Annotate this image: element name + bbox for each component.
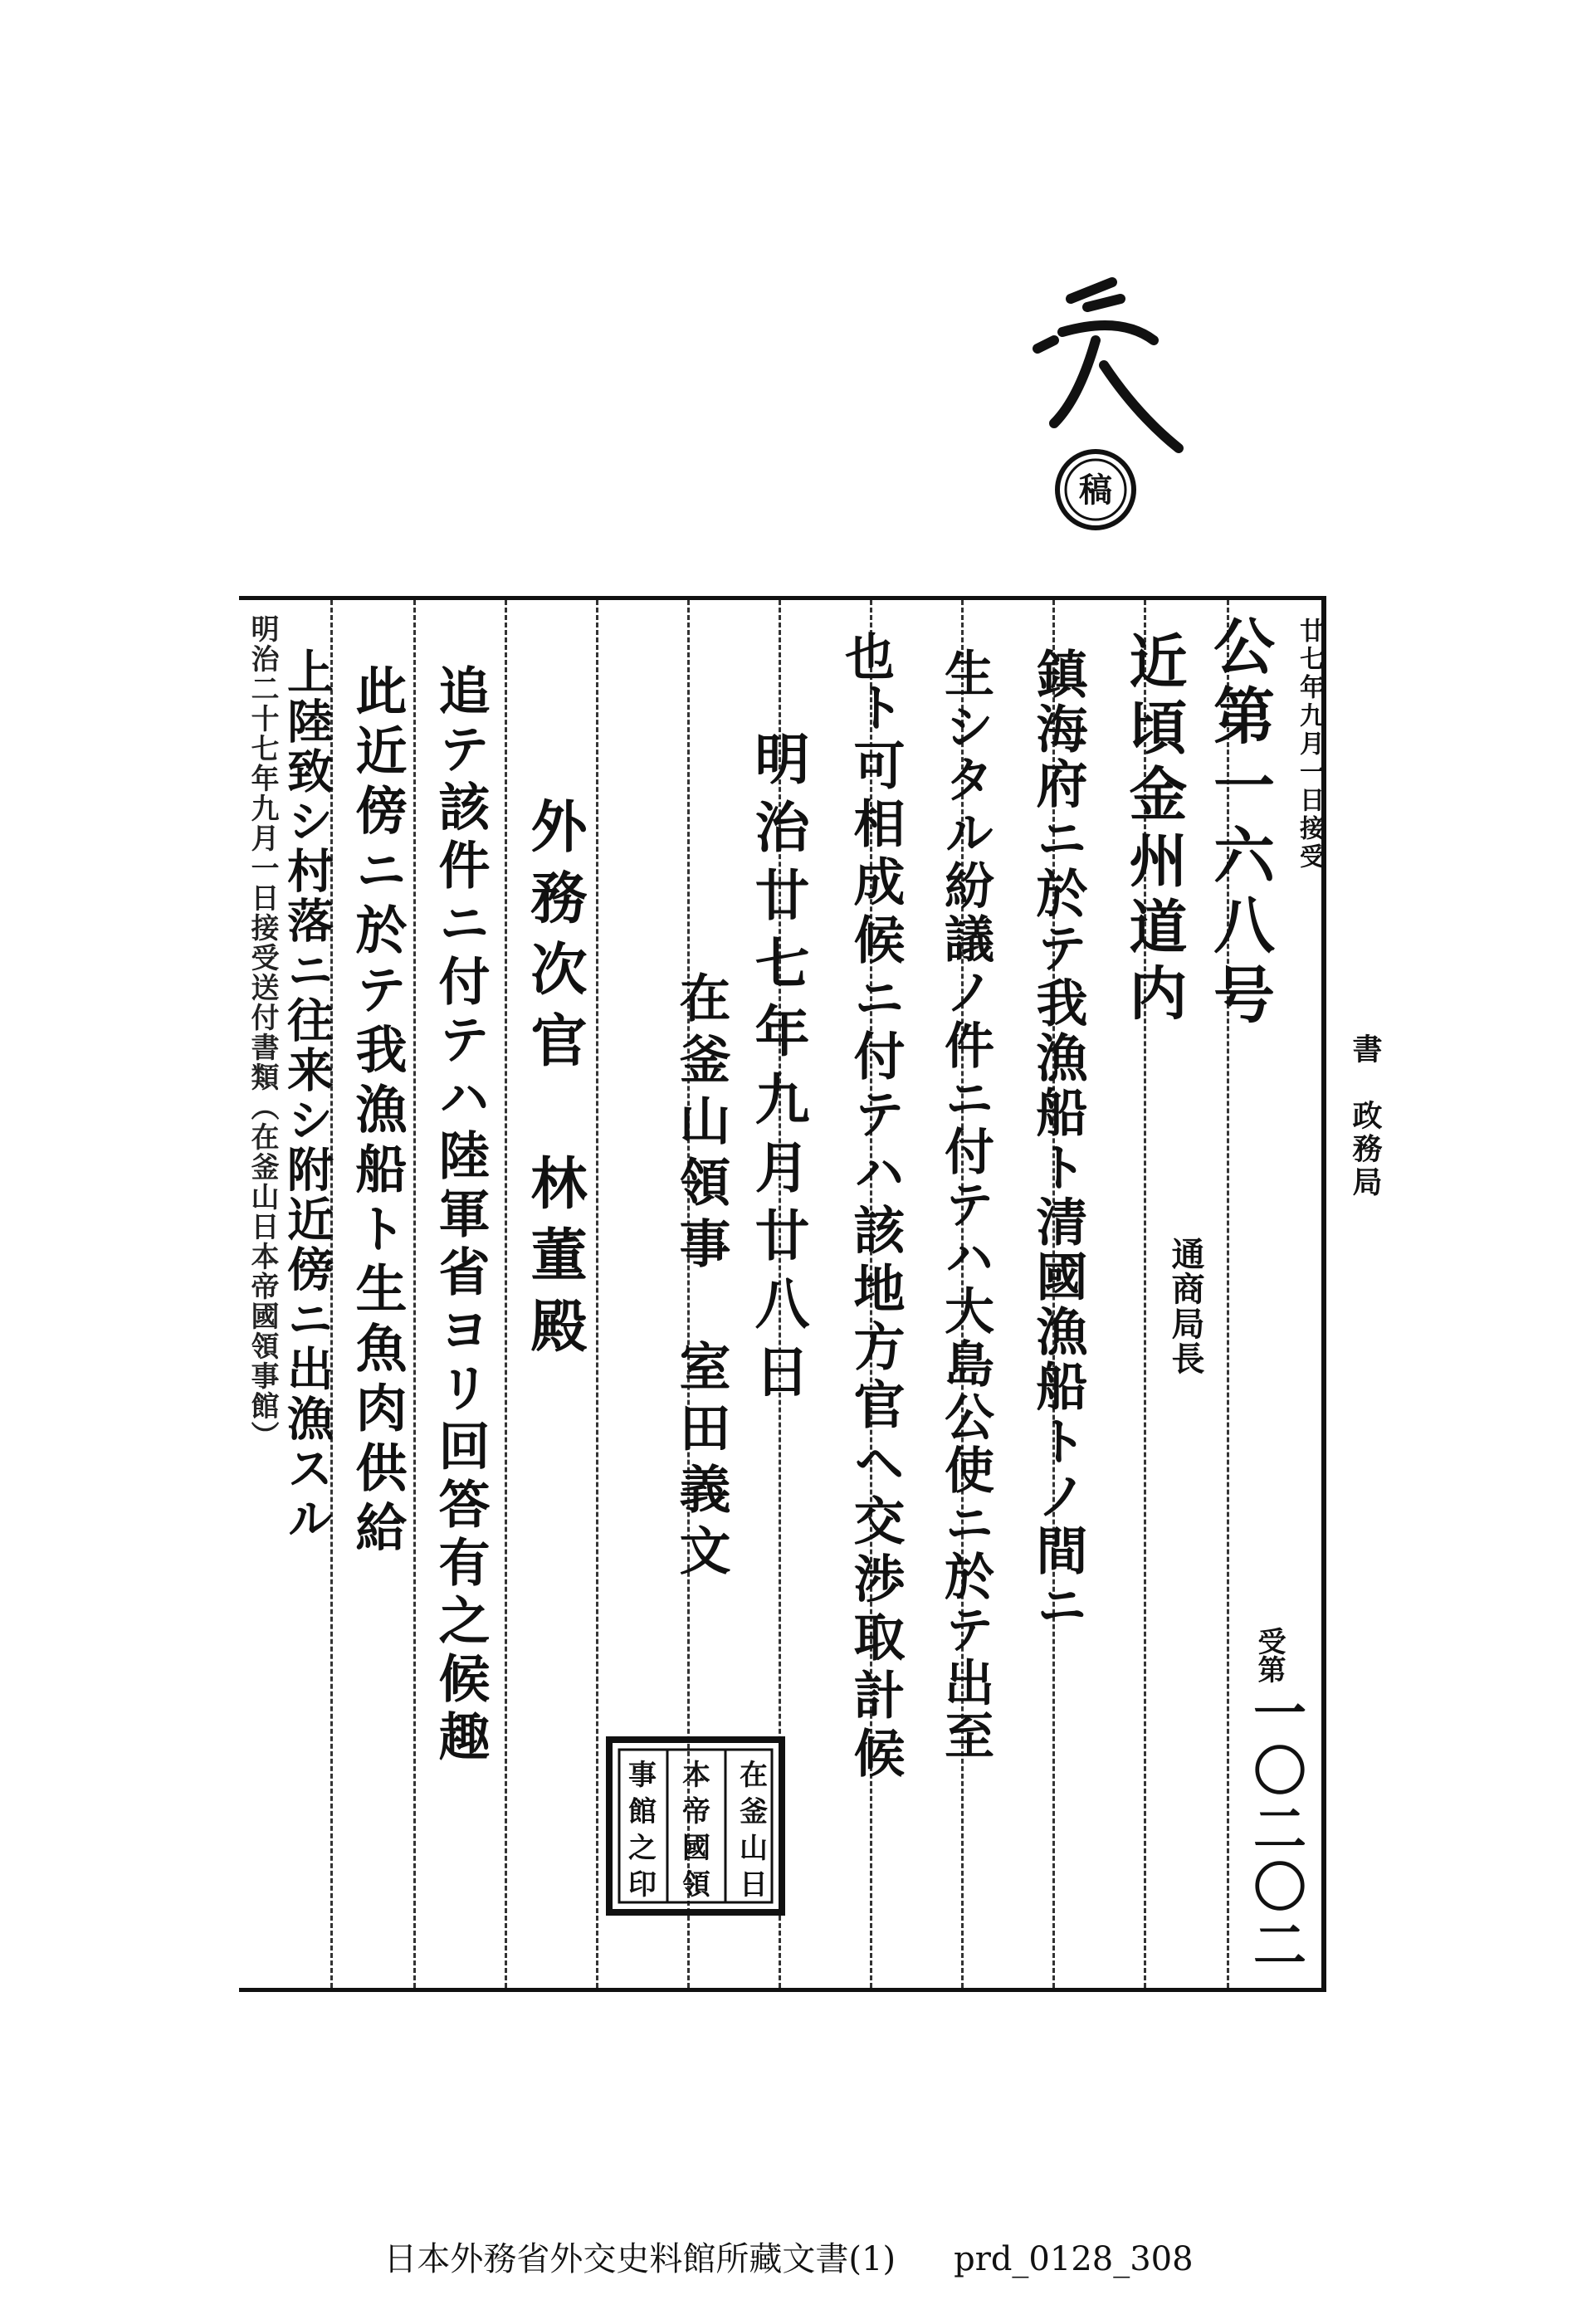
doc-number: 一〇二〇二 <box>1244 1685 1306 1975</box>
column-addressee: 外務次官 林董殿 <box>521 797 588 1368</box>
svg-text:本: 本 <box>682 1759 710 1792</box>
svg-text:印: 印 <box>628 1868 657 1902</box>
page-footer <box>0 2233 1577 2280</box>
svg-text:帝: 帝 <box>682 1795 710 1828</box>
column-date: 明治廿七年九月廿八日 <box>745 730 810 1411</box>
seal-glyph: 稿 <box>1079 471 1112 510</box>
svg-text:領: 領 <box>682 1868 710 1902</box>
svg-text:事: 事 <box>628 1759 657 1792</box>
routing-note: 通商局長 <box>1166 1237 1205 1376</box>
column-2: 近頃金州道内 <box>1120 631 1189 1029</box>
consulate-seal <box>604 1735 787 1917</box>
svg-text:館: 館 <box>628 1795 657 1828</box>
column-sender: 在釜山領事 室田義文 <box>671 971 731 1585</box>
svg-text:釜: 釜 <box>740 1795 768 1828</box>
column-6: 也 <box>837 631 895 689</box>
column-postscript-3: 上陸致シ村落ニ往来シ附近傍ニ出漁スル <box>280 647 334 1544</box>
receipt-date-note: 廿七年九月一日接受 <box>1295 618 1324 872</box>
bureau-note: 書 政務局 <box>1348 1033 1383 1199</box>
svg-text:國: 國 <box>682 1832 710 1865</box>
doc-label: 受第 <box>1252 1627 1286 1683</box>
document-id: prd_0128_308 <box>954 2240 1194 2278</box>
column-4: 生シタル紛議ノ件ニ付テハ大島公使ニ於テ出至 <box>936 647 994 1763</box>
column-postscript-1: 追テ該件ニ付テハ陸軍省ヨリ回答有之候趣 <box>430 664 491 1768</box>
column-postscript-2: 此近傍ニ於テ我漁船ト生魚肉供給 <box>347 664 408 1560</box>
archive-caption: 日本外務省外交史料館所藏文書(1) <box>383 2240 896 2278</box>
archive-seal-mark <box>1021 249 1187 531</box>
svg-text:日: 日 <box>740 1868 768 1902</box>
svg-text:山: 山 <box>740 1832 768 1865</box>
column-3: 鎮海府ニ於テ我漁船ト清國漁船トノ間ニ <box>1028 647 1088 1633</box>
left-margin-strip: 明治二十七年九月一日接受送付書類（在釜山日本帝國領事館） <box>246 614 279 1451</box>
column-5: ト可相成候ニ付テハ該地方官ヘ交渉取計候 <box>845 681 906 1784</box>
svg-text:在: 在 <box>740 1759 768 1792</box>
svg-text:之: 之 <box>628 1832 657 1865</box>
column-1: 公第一六八号 <box>1204 614 1275 1033</box>
